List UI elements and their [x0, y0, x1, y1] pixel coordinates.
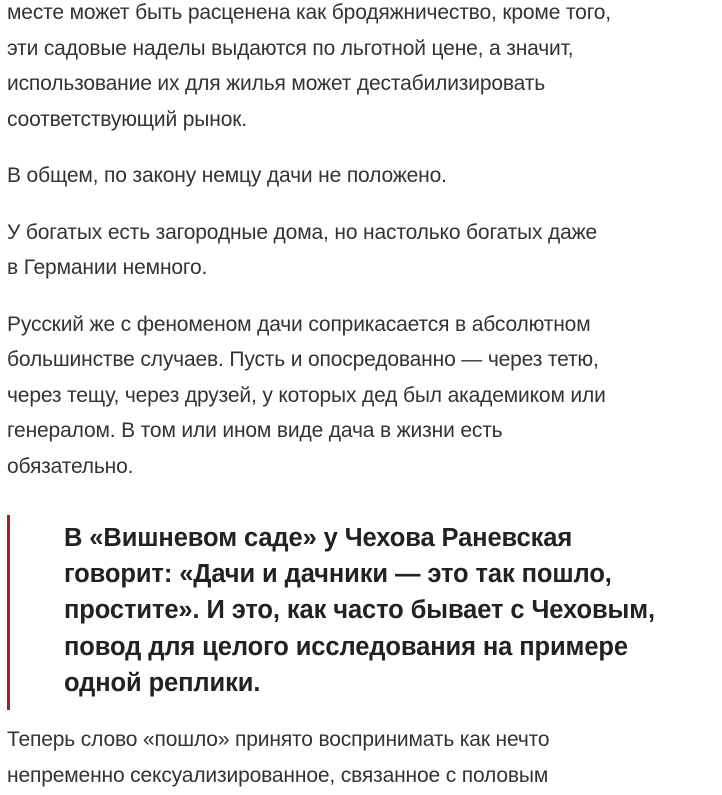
paragraph-poshlo-meaning	[7, 722, 719, 793]
text-line: соответствующий рынок.	[7, 107, 247, 131]
text-line: через тещу, через друзей, у которых дед был академиком или	[7, 383, 606, 407]
text-line: большинстве случаев. Пусть и опосредованно — через тетю,	[7, 348, 599, 371]
blockquote-text	[64, 512, 719, 701]
text-line: использование их для жилья может дестабилизировать	[7, 72, 545, 95]
text-line: обязательно.	[7, 454, 134, 478]
quote-line: простите». И это, как часто бывает с Чеховым,	[64, 596, 655, 625]
blockquote	[7, 512, 719, 701]
quote-line: В «Вишневом саде» у Чехова Раневская	[64, 524, 573, 552]
article-body	[7, 0, 719, 793]
paragraph-russian-dacha	[7, 307, 719, 485]
text-line: Русский же с феноменом дачи соприкасается в абсолютном	[7, 312, 591, 336]
text-line: генералом. В том или ином виде дача в жизни есть	[7, 419, 503, 442]
paragraph-rich-houses	[7, 215, 719, 286]
quote-line: повод для целого исследования на примере	[64, 632, 628, 661]
blockquote-accent-bar	[7, 515, 10, 710]
text-line: Теперь слово «пошло» принято воспринимать как нечто	[7, 728, 550, 752]
text-line: в Германии немного.	[7, 256, 208, 279]
text-line: месте может быть расценена как бродяжничество, кроме того,	[7, 1, 611, 24]
paragraph-dacha-law-context	[7, 0, 719, 137]
text-line: У богатых есть загородные дома, но настолько богатых даже	[7, 220, 598, 244]
quote-line: одной реплики.	[64, 668, 261, 697]
text-line: эти садовые наделы выдаются по льготной цене, а значит,	[7, 36, 574, 60]
quote-line: говорит: «Дачи и дачники — это так пошло,	[64, 560, 612, 589]
text-line: В общем, по закону немцу дачи не положено.	[7, 164, 447, 187]
text-line: непременно сексуализированное, связанное с половым	[7, 763, 549, 787]
paragraph-law-summary	[7, 158, 719, 194]
